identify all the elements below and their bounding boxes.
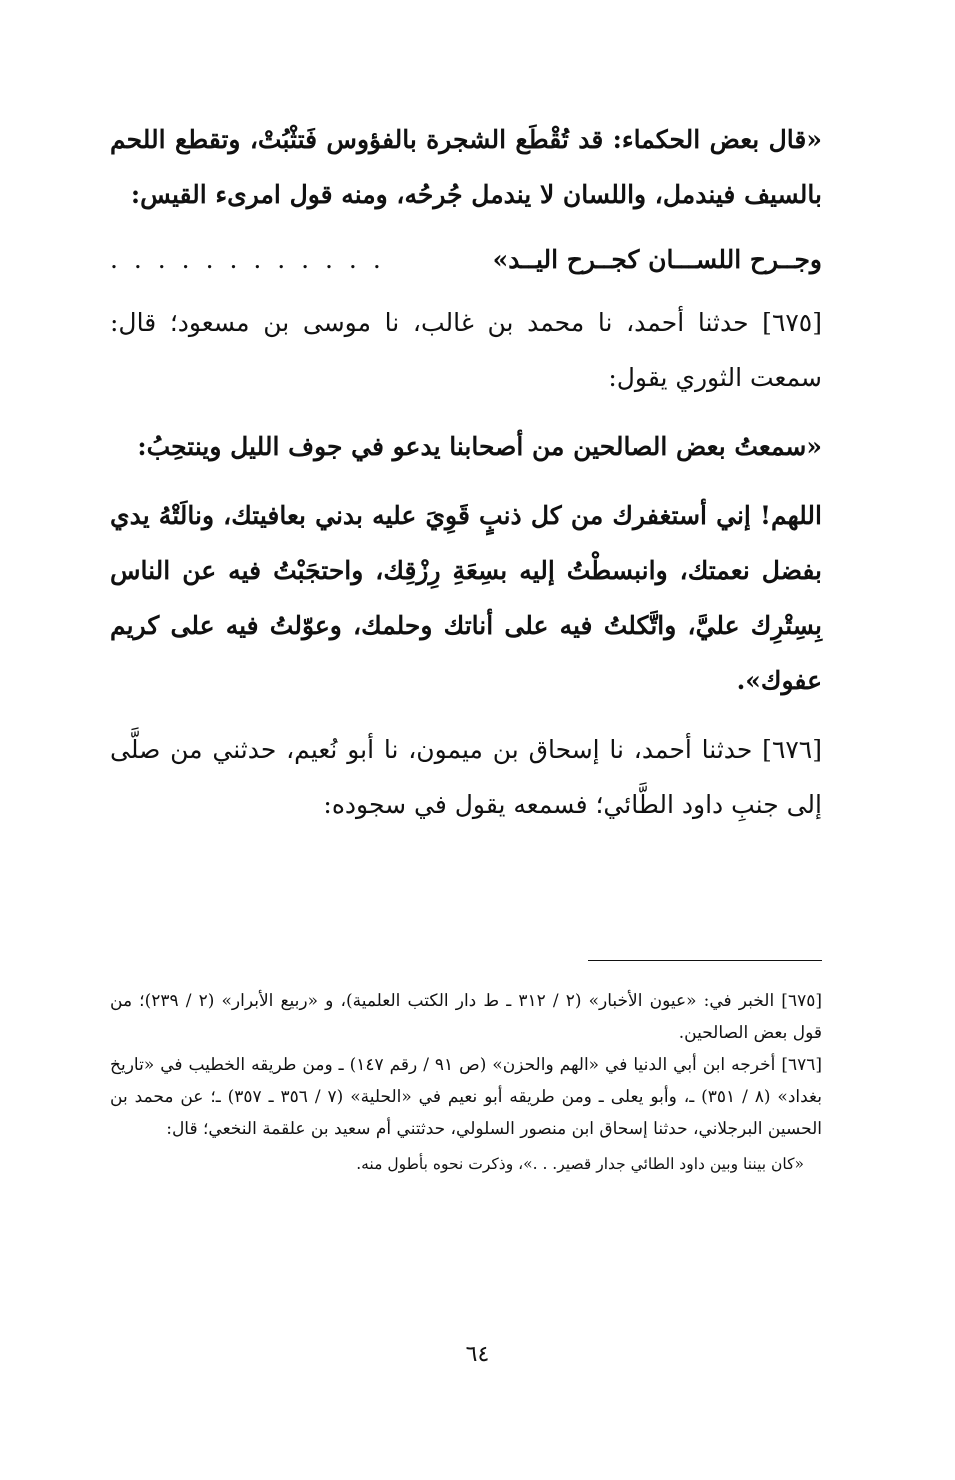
footnote-675: [٦٧٥] الخبر في: «عيون الأخبار» (٢ / ٣١٢ ـ ط دار الكتب العلمية)، و «ربيع الأبرار» (٢ / ٢٣٩)؛ من قول بعض الصالحين. bbox=[110, 991, 822, 1043]
footnotes bbox=[110, 985, 822, 1183]
quote-paragraph-1: «قال بعض الحكماء: قد تُقْطَع الشجرة بالفؤوس فَتثْبُتْ، وتقطع اللحم بالسيف فيندمل، واللسان لا يندمل جُرحُه، ومنه قول امرىء القيس: bbox=[110, 125, 822, 209]
footnote-676: [٦٧٦] أخرجه ابن أبي الدنيا في «الهم والحزن» (ص ٩١ / رقم ١٤٧) ـ ومن طريقه الخطيب في «تاريخ بغداد» (٨ / ٣٥١) ـ، وأبو يعلى ـ ومن طريقه أبو نعيم في «الحلية» (٧ / ٣٥٦ ـ ٣٥٧) ـ؛ عن محمد بن الحسين البرجلاني، حدثنا إسحاق ابن منصور السلولي، حدثتني أم سعيد بن علقمة النخعي؛ قال: bbox=[110, 1055, 822, 1139]
main-text bbox=[110, 112, 822, 832]
narration-676: [٦٧٦] حدثنا أحمد، نا إسحاق بن ميمون، نا أبو نُعيم، حدثني من صلَّى إلى جنبِ داود الطَّائي؛ فسمعه يقول في سجوده: bbox=[110, 735, 822, 819]
verse-text: وجــرح اللســـان كجــرح اليــد» bbox=[492, 245, 822, 274]
footnote-676-quote: «كان بيننا وبين داود الطائي جدار قصير. . .»، وذكرت نحوه بأطول منه. bbox=[356, 1155, 804, 1173]
quote-paragraph-3: اللهم! إني أستغفرك من كل ذنبٍ قَوِيَ عليه بدني بعافيتك، ونالَتْهُ يدي بفضل نعمتك، وانبسطْتُ إليه بسِعَةِ رِزْقِك، واحتجَبْتُ فيه عن الناس بِسِتْرِك عليَّ، واتَّكلتُ فيه على أناتك وحلمك، وعوّلتُ فيه على كريم عفوك». bbox=[110, 501, 823, 695]
footnote-divider bbox=[588, 960, 822, 961]
narration-675: [٦٧٥] حدثنا أحمد، نا محمد بن غالب، نا موسى بن مسعود؛ قال: سمعت الثوري يقول: bbox=[110, 308, 822, 392]
quote-paragraph-2: «سمعتُ بعض الصالحين من أصحابنا يدعو في جوف الليل وينتحِبُ: bbox=[137, 432, 822, 461]
page-number: ٦٤ bbox=[465, 1342, 490, 1367]
verse-ellipsis: . . . . . . . . . . . . bbox=[110, 245, 385, 274]
poetry-verse bbox=[110, 232, 822, 287]
